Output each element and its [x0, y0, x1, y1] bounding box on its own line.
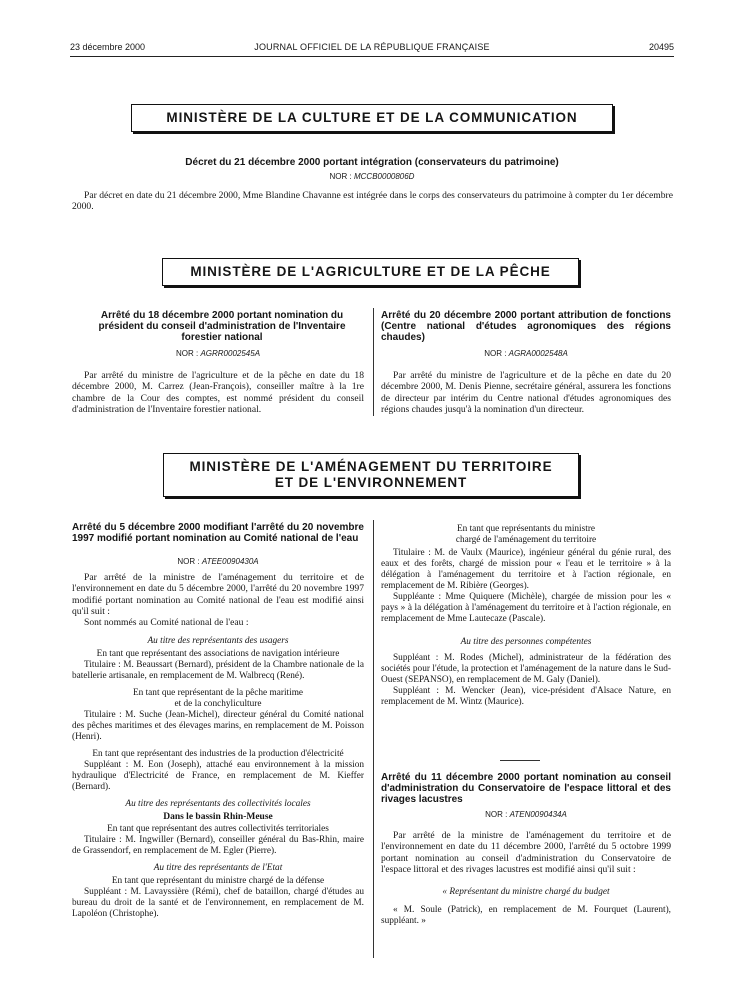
rep-electricite: En tant que représentant des industries de la production d'électricité: [92, 749, 344, 760]
suppleant-lavayssiere: Suppléant : M. Lavayssière (Rémi), chef de bataillon, chargé d'études au bureau du droit de la santé et de l'environnement, en remplacement de M. Lapoléon (Christophe).: [72, 887, 364, 920]
agriculture-left-text: Par arrêté du ministre de l'agriculture et de la pêche en date du 18 décembre 2000, M. Carrez (Jean-François), conseiller maître à la 1re chambre de la Cour des comptes, est nommé président du conseil d'administration de l'Inventaire forestier national.: [72, 370, 364, 415]
nor-code: AGRA0002548A: [508, 349, 568, 358]
nor-label: NOR :: [177, 557, 200, 566]
culture-body-text: Par décret en date du 21 décembre 2000, Mme Blandine Chavanne est intégrée dans le corps des conservateurs du patrimoine à compter du 1er décembre 2000.: [72, 190, 673, 213]
agriculture-right-body: [381, 370, 671, 415]
agriculture-left-title: Arrêté du 18 décembre 2000 portant nomination du président du conseil d'administration de l'Inventaire forestier national: [98, 310, 346, 343]
nor-code: ATEN0090434A: [509, 810, 567, 819]
environment-left-body: [72, 572, 364, 920]
budget-representative: « Représentant du ministre chargé du budget: [442, 887, 610, 898]
ministry-environment-line1: MINISTÈRE DE L'AMÉNAGEMENT DU TERRITOIRE: [189, 459, 553, 474]
page-number: 20495: [648, 42, 674, 52]
culture-nor: [90, 172, 654, 181]
ministry-environment-line2: ET DE L'ENVIRONNEMENT: [274, 475, 468, 490]
rep-territoire-line2: chargé de l'aménagement du territoire: [455, 535, 597, 545]
suppleante-quiquere: Suppléante : Mme Quiquere (Michèle), chargée de mission pour les « pays » à la délégation à l'aménagement du territoire et à l'action régionale, en remplacement de Mme Lautecaze (Pascale).: [381, 592, 671, 624]
agriculture-right-title: Arrêté du 20 décembre 2000 portant attribution de fonctions (Centre national d'études agronomiques des régions chaudes): [381, 310, 671, 343]
nor-code: ATEE0090430A: [201, 557, 259, 566]
agriculture-right-nor: [381, 349, 671, 358]
section-collectivites: Au titre des représentants des collectivités locales: [125, 799, 311, 810]
titulaire-beaussart: Titulaire : M. Beaussart (Bernard), président de la Chambre nationale de la batellerie artisanale, en remplacement de M. Walbrecq (René).: [72, 660, 364, 682]
rep-collectivites: En tant que représentant des autres collectivités territoriales: [107, 824, 329, 835]
nor-label: NOR :: [484, 349, 507, 358]
environment-left-nor: [72, 557, 364, 566]
rep-peche-line1: En tant que représentant de la pêche maritime: [132, 688, 304, 699]
journal-title: JOURNAL OFFICIEL DE LA RÉPUBLIQUE FRANÇAISE: [254, 42, 490, 52]
ministry-culture-banner: [131, 104, 613, 132]
ministry-agriculture-banner: [162, 258, 579, 286]
environment-left-title: Arrêté du 5 décembre 2000 modifiant l'arrêté du 20 novembre 1997 modifié portant nomination au Comité national de l'eau: [72, 522, 364, 544]
bassin-rhin-meuse: Dans le bassin Rhin-Meuse: [163, 812, 273, 823]
section-users: Au titre des représentants des usagers: [147, 636, 289, 647]
culture-decree-title: Décret du 21 décembre 2000 portant intégration (conservateurs du patrimoine): [185, 157, 559, 168]
nor-code: AGRR0002545A: [200, 349, 261, 358]
nor-label: NOR :: [485, 810, 508, 819]
header-rule: [70, 56, 674, 57]
column-divider: [373, 308, 374, 416]
suppleant-wencker: Suppléant : M. Wencker (Jean), vice-président d'Alsace Nature, en remplacement de M. Wintz (Maurice).: [381, 686, 671, 707]
environment-left-named: Sont nommés au Comité national de l'eau :: [84, 617, 249, 629]
nor-label: NOR :: [329, 172, 352, 181]
separator-rule: [500, 760, 540, 761]
environment-right-title: Arrêté du 11 décembre 2000 portant nomination au conseil d'administration du Conservatoire de l'espace littoral et des rivages lacustres: [381, 772, 671, 805]
environment-right-body: [381, 524, 671, 708]
running-head: [70, 42, 674, 56]
section-etat: Au titre des représentants de l'Etat: [153, 863, 283, 874]
rep-territoire-line1: En tant que représentants du ministre: [456, 524, 596, 534]
titulaire-suche: Titulaire : M. Suche (Jean-Michel), directeur général du Comité national des pêches maritimes et des élevages marins, en remplacement de M. Poisson (Henri).: [72, 710, 364, 743]
ministry-environment-banner: [163, 453, 579, 497]
environment-right-nor: [381, 810, 671, 819]
ministry-culture-title: MINISTÈRE DE LA CULTURE ET DE LA COMMUNICATION: [166, 110, 578, 125]
section-competentes: Au titre des personnes compétentes: [460, 637, 592, 647]
issue-date: 23 décembre 2000: [70, 42, 146, 52]
nor-label: NOR :: [175, 349, 199, 358]
column-divider: [373, 520, 374, 958]
culture-decree-body: [72, 190, 673, 213]
soule-entry: « M. Soule (Patrick), en remplacement de M. Fourquet (Laurent), suppléant. »: [381, 905, 671, 927]
rep-defense: En tant que représentant du ministre chargé de la défense: [111, 876, 325, 887]
environment-right-body2: [381, 830, 671, 927]
agriculture-right-text: Par arrêté du ministre de l'agriculture et de la pêche en date du 20 décembre 2000, M. Denis Pienne, secrétaire général, assurera les fonctions de directeur par intérim du Centre national d'études agronomiques des régions chaudes jusqu'à la nomination d'un directeur.: [381, 370, 671, 415]
nor-code: MCCB0000806D: [353, 172, 415, 181]
agriculture-left-nor: [72, 349, 364, 358]
environment-right-text: Par arrêté de la ministre de l'aménagement du territoire et de l'environnement en date du 11 décembre 2000, l'arrêté du 5 octobre 1999 portant nomination au conseil d'administration du Conservatoire de l'espace littoral et des rivages lacustres est modifié ainsi qu'il suit :: [381, 830, 671, 875]
titulaire-vaulx: Titulaire : M. de Vaulx (Maurice), ingénieur général du génie rural, des eaux et des forêts, chargé de mission pour « l'eau et le territoire » à la délégation à l'aménagement du territoire et à l'action régionale, en remplacement de M. Ribière (Georges).: [381, 548, 671, 591]
ministry-agriculture-title: MINISTÈRE DE L'AGRICULTURE ET DE LA PÊCHE: [190, 264, 551, 279]
environment-left-intro: Par arrêté de la ministre de l'aménagement du territoire et de l'environnement en date du 5 décembre 2000, l'arrêté du 20 novembre 1997 modifié portant nomination au Comité national de l'eau est modifié ainsi qu'il suit :: [72, 572, 364, 617]
suppleant-eon: Suppléant : M. Eon (Joseph), attaché eau environnement à la mission hydraulique d'Electricité de France, en remplacement de M. Kieffer (Bernard).: [72, 760, 364, 793]
suppleant-rodes: Suppléant : M. Rodes (Michel), administrateur de la fédération des sociétés pour l'étude, la protection et l'aménagement de la nature dans le Sud-Ouest (SEPANSO), en remplacement de M. Galy (Daniel).: [381, 653, 671, 685]
rep-peche-line2: et de la conchyliculture: [174, 699, 262, 710]
titulaire-ingwiller: Titulaire : M. Ingwiller (Bernard), conseiller général du Bas-Rhin, maire de Grassendorf, en remplacement de M. Egler (Pierre).: [72, 835, 364, 857]
agriculture-left-body: [72, 370, 364, 415]
rep-navigation: En tant que représentant des associations de navigation intérieure: [96, 649, 340, 660]
